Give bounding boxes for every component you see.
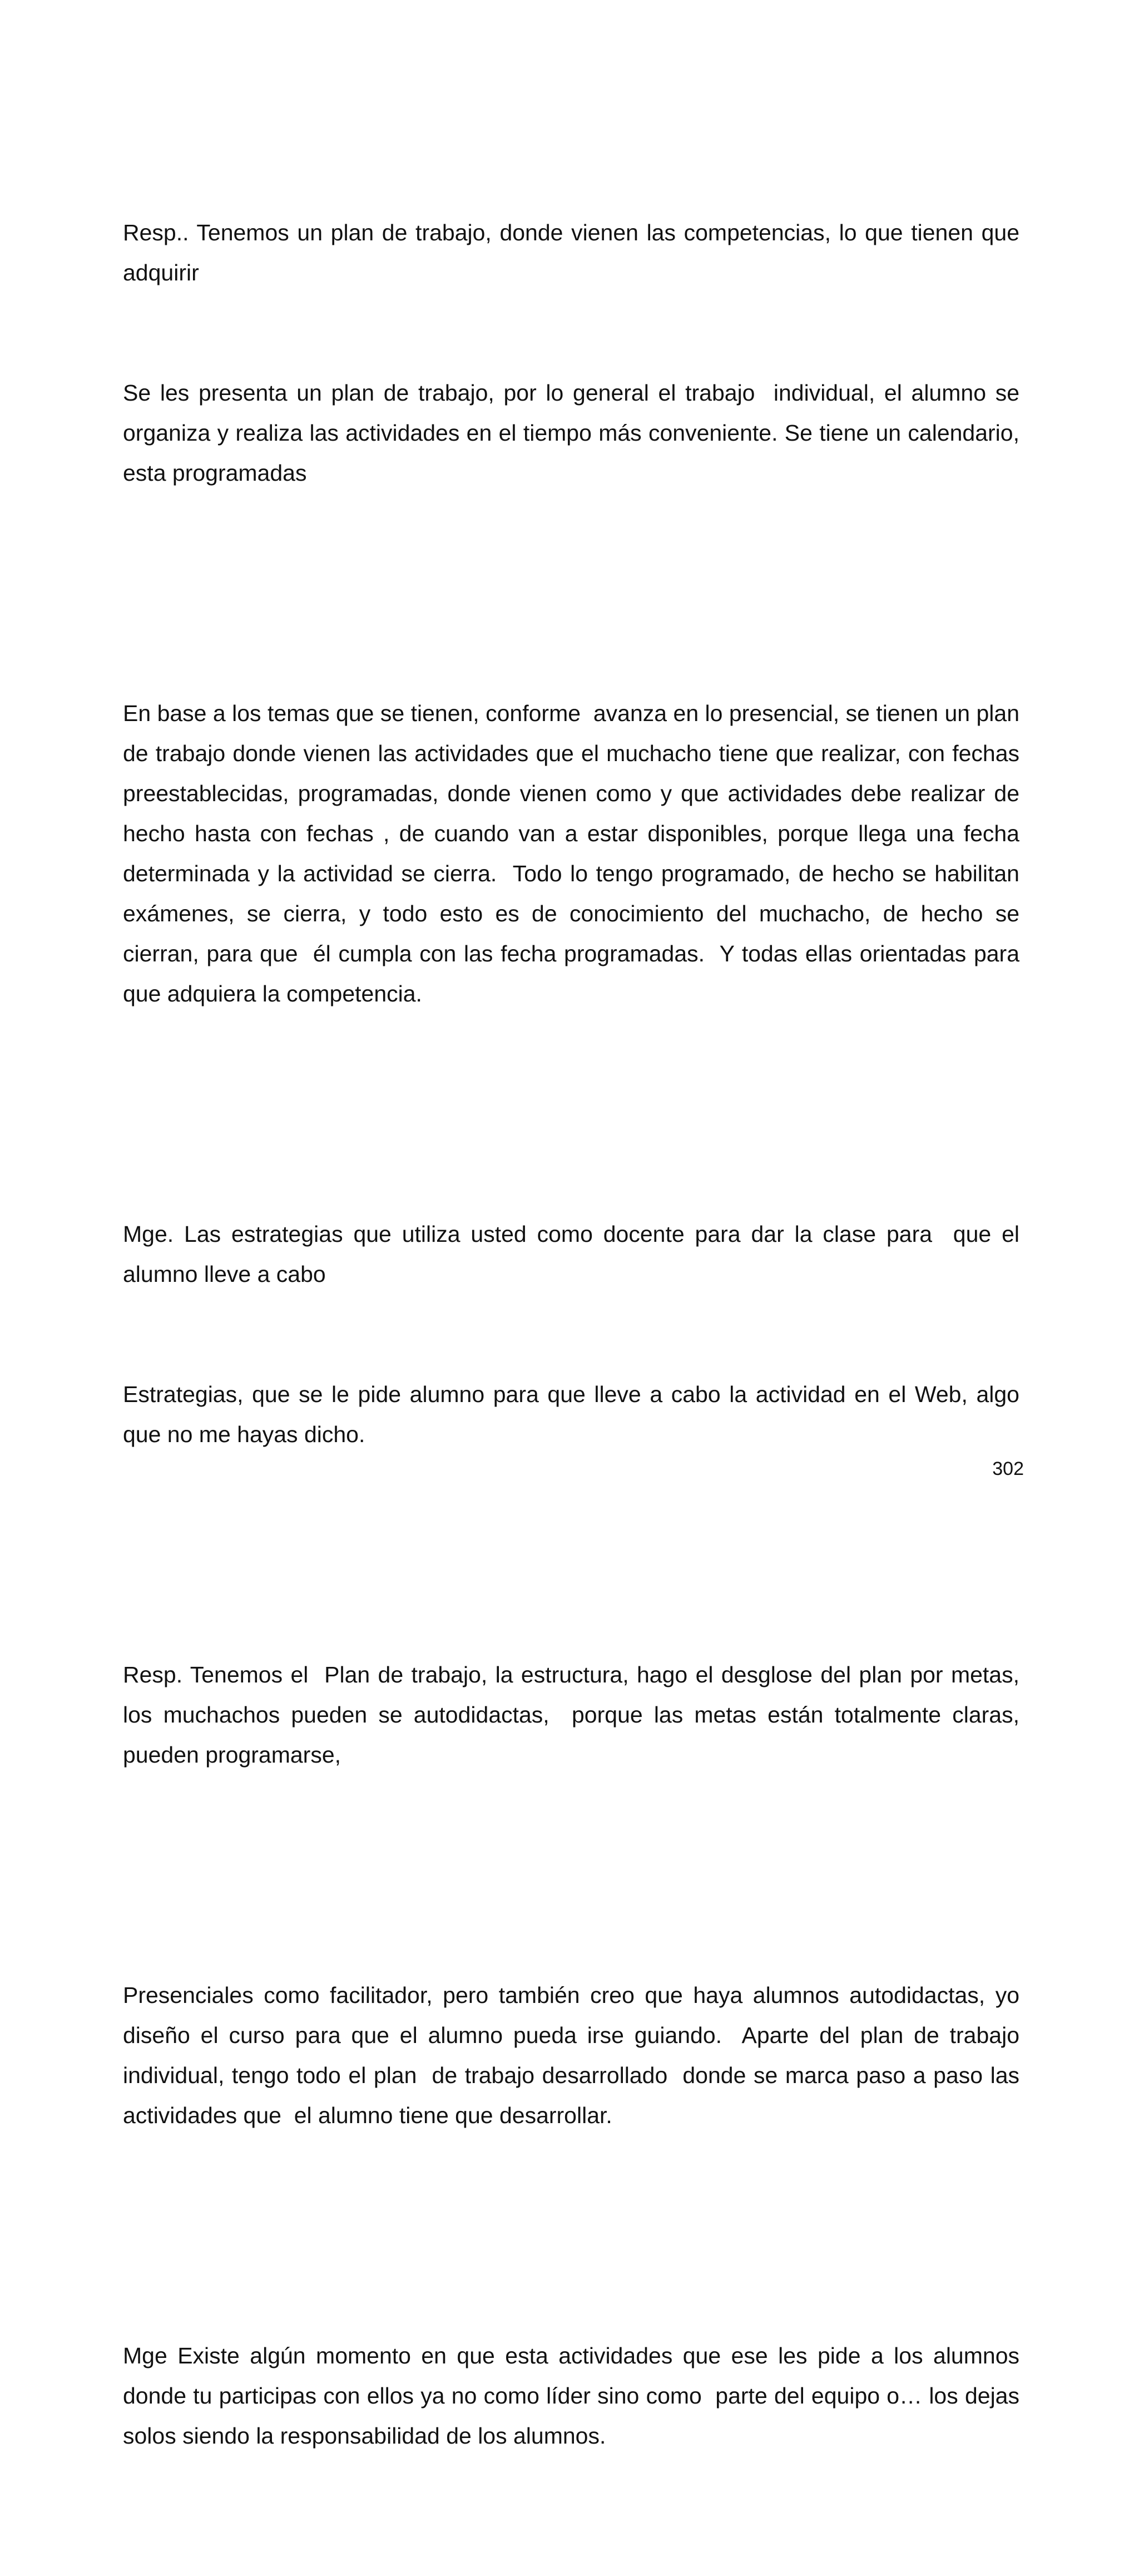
paragraph-line: En base a los temas que se tienen, conforme avanza en lo presencial, se tienen un plan de trabajo donde vienen las actividades que el muchacho tiene que realizar, con fechas preestablecidas, programadas, donde vienen como y que actividades debe realizar de hecho hasta con fechas , de cuando van a estar disponibles, porque llega una fecha determinada y la actividad se cierra. Todo lo tengo programado, de hecho se habilitan exámenes, se cierra, y todo esto es de conocimiento del muchacho, de hecho se cierran, para que él cumpla con las fecha programadas. Y todas ellas orientadas para que adquiera la competencia. [123,700,1026,1006]
paragraph-line: Se les presenta un plan de trabajo, por lo general el trabajo individual, el alumno se organiza y realiza las actividades en el tiempo más conveniente. Se tiene un calendario, esta programadas [123,380,1026,486]
paragraph-6 [123,2256,1026,2536]
document-body [123,132,1026,2576]
paragraph-line: Mge. Las estrategias que utiliza usted como docente para dar la clase para que el alumno lleve a cabo [123,1221,1026,1287]
paragraph-line: Resp. Tenemos el Plan de trabajo, la estructura, hago el desglose del plan por metas, los muchachos pueden se autodidactas, porque las metas están totalmente claras, pueden programarse, [123,1662,1026,1768]
paragraph-3 [123,1134,1026,1534]
page-number: 302 [992,1458,1024,1479]
paragraph-line: Estrategias, que se le pide alumno para que lleve a cabo la actividad en el Web, algo que no me hayas dicho. [123,1381,1026,1447]
paragraph-1 [123,132,1026,573]
paragraph-5 [123,1895,1026,2215]
paragraph-2 [123,613,1026,1094]
paragraph-line: Resp.. Tenemos un plan de trabajo, donde vienen las competencias, lo que tienen que adquirir [123,220,1026,285]
paragraph-line: Mge Existe algún momento en que esta actividades que ese les pide a los alumnos donde tu participas con ellos ya no como líder sino como parte del equipo o… los dejas solos siendo la responsabilidad de los alumnos. [123,2343,1026,2449]
paragraph-line: Presenciales como facilitador, pero también creo que haya alumnos autodidactas, yo diseño el curso para que el alumno pueda irse guiando. Aparte del plan de trabajo individual, tengo todo el plan de trabajo desarrollado donde se marca paso a paso las actividades que el alumno tiene que desarrollar. [123,1982,1026,2128]
paragraph-4 [123,1575,1026,1855]
